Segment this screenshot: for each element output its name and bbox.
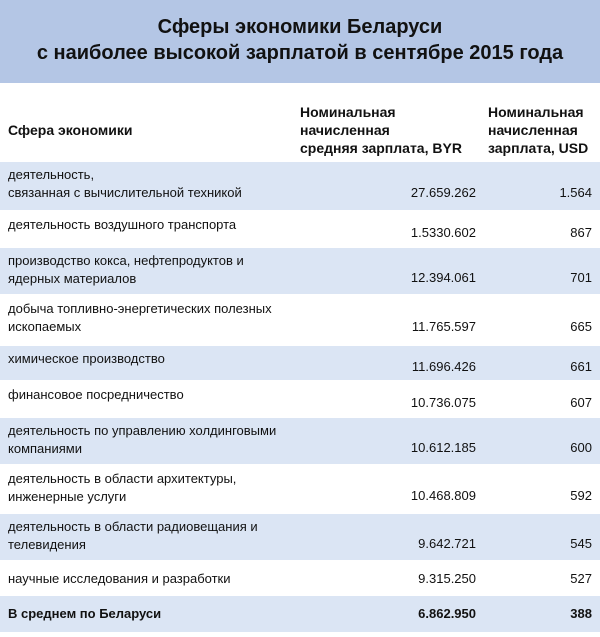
header-byr-line-3: средняя зарплата, BYR bbox=[300, 140, 462, 156]
row-sector-line-1: химическое производство bbox=[8, 351, 165, 366]
row-sector-line-1: деятельность в области архитектуры, bbox=[8, 471, 237, 486]
row-sector-line-2: ядерных материалов bbox=[8, 271, 137, 286]
row-sector-line-1: деятельность по управлению холдинговыми bbox=[8, 423, 277, 438]
row-byr-value: 11.696.426 bbox=[411, 359, 476, 374]
row-sector-line-2: компаниями bbox=[8, 441, 82, 456]
table-row bbox=[0, 466, 600, 514]
row-sector-name bbox=[8, 216, 298, 234]
header-usd-line-2: начисленная bbox=[488, 122, 578, 138]
row-sector-line-1: деятельность в области радиовещания и bbox=[8, 519, 258, 534]
row-sector-line-1: научные исследования и разработки bbox=[8, 571, 231, 586]
total-byr-value: 6.862.950 bbox=[418, 606, 476, 621]
row-byr-value: 11.765.597 bbox=[411, 319, 476, 334]
header-byr-line-2: начисленная bbox=[300, 122, 390, 138]
row-byr-value: 9.315.250 bbox=[418, 571, 476, 586]
row-sector-name bbox=[8, 252, 298, 288]
title-line-1: Сферы экономики Беларуси bbox=[157, 16, 443, 38]
row-usd-value: 867 bbox=[570, 225, 592, 240]
row-usd-value: 607 bbox=[570, 395, 592, 410]
row-sector-name bbox=[8, 470, 298, 506]
row-sector-line-2: телевидения bbox=[8, 537, 86, 552]
table-row bbox=[0, 248, 600, 296]
row-byr-value: 9.642.721 bbox=[418, 536, 476, 551]
title-line-2: с наиболее высокой зарплатой в сентябре 2015 года bbox=[36, 42, 564, 64]
table-row bbox=[0, 382, 600, 418]
table-body bbox=[0, 162, 600, 632]
total-label: В среднем по Беларуси bbox=[8, 606, 162, 621]
table-row bbox=[0, 418, 600, 466]
header-byr bbox=[300, 103, 480, 157]
row-usd-value: 545 bbox=[570, 536, 592, 551]
total-usd-value: 388 bbox=[570, 606, 592, 621]
table-row bbox=[0, 162, 600, 212]
header-sector: Сфера экономики bbox=[8, 122, 133, 138]
row-usd-value: 592 bbox=[570, 488, 592, 503]
row-sector-name bbox=[8, 300, 298, 336]
row-byr-value: 10.736.075 bbox=[410, 395, 476, 410]
row-sector-name bbox=[8, 350, 298, 368]
row-sector-line-1: добыча топливно-энергетических полезных bbox=[8, 301, 272, 316]
row-usd-value: 701 bbox=[570, 270, 592, 285]
row-sector-line-2: связанная с вычислительной техникой bbox=[8, 185, 242, 200]
row-sector-line-1: деятельность воздушного транспорта bbox=[8, 217, 237, 232]
header-usd-line-3: зарплата, USD bbox=[488, 140, 589, 156]
row-sector-line-2: инженерные услуги bbox=[8, 489, 127, 504]
row-sector-line-1: финансовое посредничество bbox=[8, 387, 184, 402]
row-sector-line-1: деятельность, bbox=[8, 167, 95, 182]
table-row bbox=[0, 346, 600, 382]
table-row bbox=[0, 562, 600, 596]
row-sector-name bbox=[8, 570, 298, 588]
row-sector-name bbox=[8, 166, 298, 202]
row-sector-name bbox=[8, 386, 298, 404]
row-usd-value: 661 bbox=[570, 359, 592, 374]
row-byr-value: 27.659.262 bbox=[410, 185, 476, 200]
row-byr-value: 10.468.809 bbox=[410, 488, 476, 503]
table-row bbox=[0, 212, 600, 248]
row-usd-value: 665 bbox=[570, 319, 592, 334]
row-sector-name bbox=[8, 422, 298, 458]
table-row bbox=[0, 514, 600, 562]
header-usd-line-1: Номинальная bbox=[488, 104, 584, 120]
row-byr-value: 1.5330.602 bbox=[410, 225, 476, 240]
header-byr-line-1: Номинальная bbox=[300, 104, 396, 120]
row-sector-line-2: ископаемых bbox=[8, 319, 82, 334]
row-usd-value: 1.564 bbox=[559, 185, 592, 200]
row-usd-value: 600 bbox=[570, 440, 592, 455]
row-usd-value: 527 bbox=[570, 571, 592, 586]
table-row bbox=[0, 296, 600, 346]
row-byr-value: 12.394.061 bbox=[410, 270, 476, 285]
header-usd bbox=[488, 103, 598, 157]
table-row-total bbox=[0, 596, 600, 632]
row-byr-value: 10.612.185 bbox=[410, 440, 476, 455]
row-sector-line-1: производство кокса, нефтепродуктов и bbox=[8, 253, 244, 268]
title-banner bbox=[0, 0, 600, 83]
row-sector-name bbox=[8, 518, 298, 554]
